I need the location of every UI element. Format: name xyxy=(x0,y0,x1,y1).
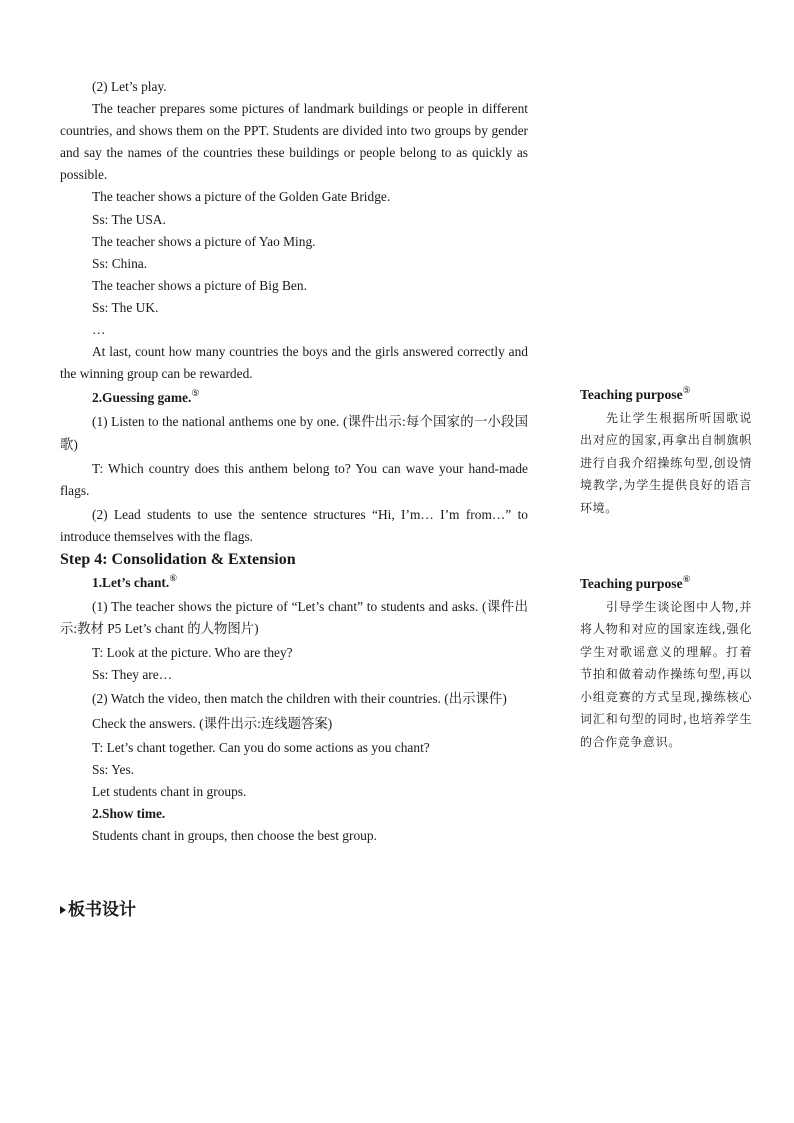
show-time-heading: 2.Show time. xyxy=(92,805,166,821)
dialogue-line: The teacher shows a picture of Yao Ming. xyxy=(92,233,316,249)
teaching-purpose-5 xyxy=(580,384,752,519)
dialogue-line: Ss: The UK. xyxy=(92,299,159,315)
board-design-title: 板书设计 xyxy=(68,900,136,920)
dialogue-line: T: Look at the picture. Who are they? xyxy=(92,645,293,661)
teaching-purpose-text: 先让学生根据所听国歌说出对应的国家,再拿出自制旗帜进行自我介绍操练句型,创设情境教学,为学生提供良好的语言环境。 xyxy=(580,410,752,515)
teaching-purpose-heading xyxy=(580,384,752,407)
show-time-description: Students chant in groups, then choose the best group. xyxy=(92,828,377,843)
board-design-heading xyxy=(60,895,136,920)
check-answers-line: Check the answers. (课件出示:连线题答案) xyxy=(92,715,333,731)
triangle-bullet-icon xyxy=(60,906,66,914)
footnote-mark: ⑤ xyxy=(682,385,691,395)
footnote-mark: ⑥ xyxy=(682,574,691,584)
teaching-purpose-6 xyxy=(580,573,752,753)
guessing-step-1: (1) Listen to the national anthems one by one. (课件出示:每个国家的一小段国歌) xyxy=(60,414,528,452)
ellipsis: … xyxy=(92,322,106,338)
step-4-heading: Step 4: Consolidation & Extension xyxy=(60,550,296,568)
lesson-body xyxy=(60,76,528,847)
reward-paragraph: At last, count how many countries the boys and the girls answered correctly and the winning group can be rewarded. xyxy=(60,344,528,382)
dialogue-line: Ss: Yes. xyxy=(92,761,135,777)
guessing-game-title: 2.Guessing game. xyxy=(92,390,192,406)
teaching-purpose-label: Teaching purpose xyxy=(580,387,683,402)
guessing-question: T: Which country does this anthem belong to? You can wave your hand-made flags. xyxy=(60,460,528,498)
chant-title: 1.Let’s chant. xyxy=(92,574,170,590)
chant-heading xyxy=(60,572,528,594)
teaching-purpose-label: Teaching purpose xyxy=(580,576,683,591)
chant-step-1: (1) The teacher shows the picture of “Let’s chant” to students and asks. (课件出示:教材 P5 Let’s chant 的人物图片) xyxy=(60,599,528,637)
dialogue-line: The teacher shows a picture of Big Ben. xyxy=(92,277,307,293)
dialogue-line: T: Let’s chant together. Can you do some actions as you chant? xyxy=(92,739,430,755)
dialogue-line: Let students chant in groups. xyxy=(92,783,247,799)
dialogue-line: The teacher shows a picture of the Golden Gate Bridge. xyxy=(92,189,391,205)
footnote-mark: ⑥ xyxy=(169,572,178,583)
chant-step-2: (2) Watch the video, then match the children with their countries. (出示课件) xyxy=(92,691,507,707)
guessing-step-2: (2) Lead students to use the sentence structures “Hi, I’m… I’m from…” to introduce themselves with the flags. xyxy=(60,506,528,544)
lets-play-description: The teacher prepares some pictures of landmark buildings or people in different countries, and shows them on the PPT. Students are divided into two groups by gender and say the names of the countries these buildings or people belong to as quickly as possible. xyxy=(60,101,528,183)
teaching-purpose-heading xyxy=(580,573,752,596)
teaching-purpose-text: 引导学生谈论图中人物,并将人物和对应的国家连线,强化学生对歌谣意义的理解。打着节拍和做着动作操练句型,再以小组竞赛的方式呈现,操练核心词汇和句型的同时,也培养学生的合作竞争意识。 xyxy=(580,599,752,749)
dialogue-line: Ss: China. xyxy=(92,255,148,271)
guessing-game-heading xyxy=(60,387,528,409)
lets-play-heading: (2) Let’s play. xyxy=(92,79,167,94)
dialogue-line: Ss: The USA. xyxy=(92,211,166,227)
footnote-mark: ⑤ xyxy=(191,388,200,399)
dialogue-line: Ss: They are… xyxy=(92,667,173,683)
